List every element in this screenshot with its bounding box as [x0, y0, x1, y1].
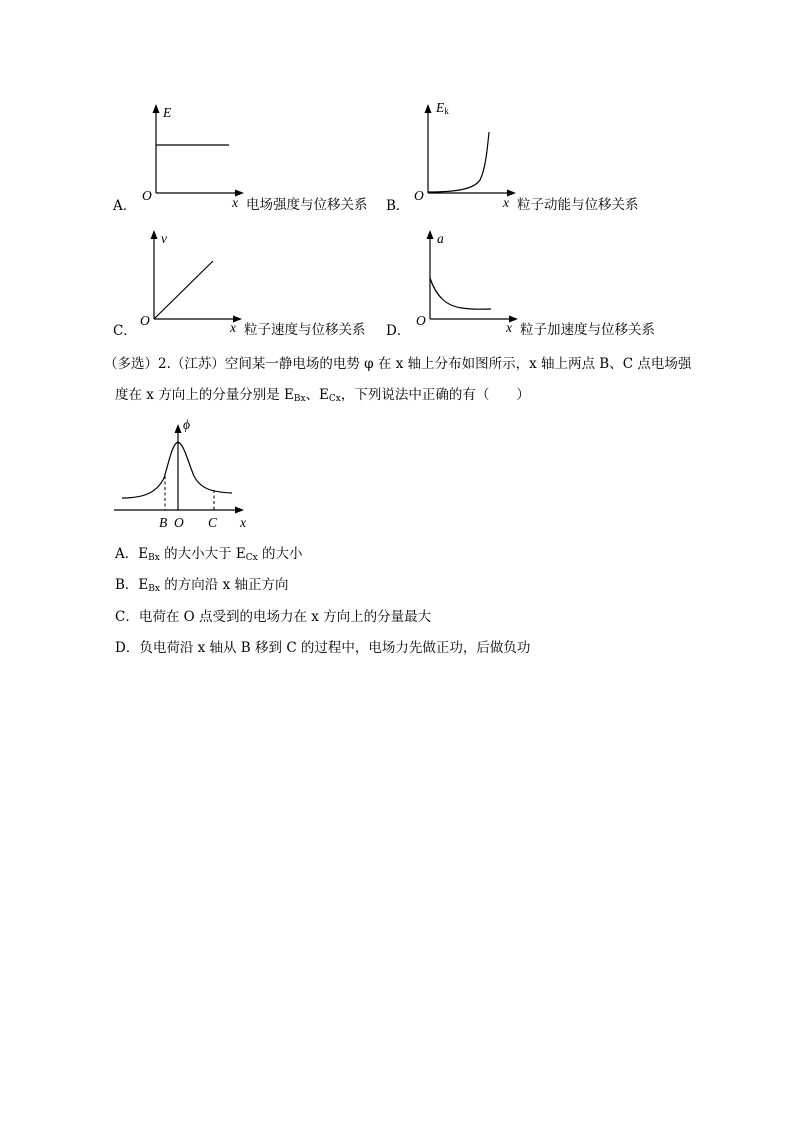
exponential-curve — [428, 132, 489, 192]
y-axis-label: v — [161, 231, 167, 246]
origin-label: O — [142, 188, 152, 203]
question-line-2: 度在 x 方向上的分量分别是 $E_{Bx}$、$E_{Cx}$，下列说法中正确的有（ ） — [115, 387, 530, 404]
answer-option-c: C．电荷在 O 点受到的电场力在 x 方向上的分量最大 — [115, 609, 432, 625]
potential-curve — [122, 442, 232, 498]
point-o-label: O — [174, 515, 184, 530]
answer-option-b: B．$E_{Bx}$ 的方向沿 x 轴正方向 — [115, 577, 289, 594]
option-a-letter: A． — [113, 198, 137, 214]
option-c-letter: C． — [113, 323, 137, 339]
option-b-letter: B． — [386, 198, 410, 214]
question-line-1: （多选）2.（江苏）空间某一静电场的电势 φ 在 x 轴上分布如图所示，x 轴上两点 B、C 点电场强 — [104, 356, 692, 372]
answer-option-d: D．负电荷沿 x 轴从 B 移到 C 的过程中，电场力先做正功，后做负功 — [115, 640, 531, 656]
y-axis-label: a — [437, 231, 444, 246]
x-axis-label: x — [240, 515, 246, 530]
x-axis-label: x — [506, 320, 512, 335]
y-axis-label: E — [163, 105, 172, 120]
graph-a — [140, 98, 250, 198]
graph-c — [138, 224, 248, 324]
origin-label: O — [414, 188, 424, 203]
point-c-label: C — [208, 515, 218, 530]
origin-label: O — [140, 313, 150, 328]
option-d-letter: D． — [386, 323, 411, 339]
graph-caption: 粒子动能与位移关系 — [517, 197, 639, 213]
x-axis-label: x — [503, 195, 509, 210]
graph-caption: 粒子速度与位移关系 — [244, 322, 366, 338]
answer-option-a: A．$E_{Bx}$ 的大小大于 $E_{Cx}$ 的大小 — [115, 546, 303, 563]
x-axis-label: x — [230, 320, 236, 335]
point-b-label: B — [159, 515, 168, 530]
origin-label: O — [416, 313, 426, 328]
x-axis-label: x — [232, 195, 238, 210]
phi-label: ϕ — [183, 417, 190, 432]
linear-line — [154, 261, 213, 319]
graph-d — [414, 224, 524, 324]
y-axis-label: $E_k$ — [436, 100, 449, 116]
decay-curve — [430, 278, 491, 309]
graph-b — [412, 98, 522, 198]
graph-caption: 电场强度与位移关系 — [246, 197, 368, 213]
graph-caption: 粒子加速度与位移关系 — [520, 322, 655, 338]
